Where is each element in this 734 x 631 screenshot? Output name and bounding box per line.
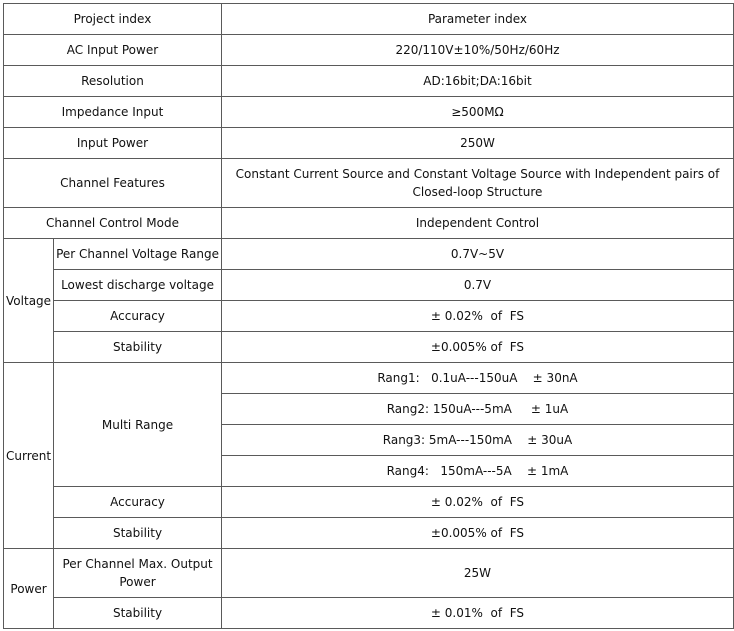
table-row	[4, 128, 734, 159]
row-label: Channel Control Mode	[4, 208, 222, 239]
row-value: ±0.005% of FS	[221, 518, 733, 549]
row-label: Lowest discharge voltage	[54, 270, 222, 301]
multi-range-label: Multi Range	[54, 363, 222, 487]
row-value: 0.7V	[221, 270, 733, 301]
header-row	[4, 4, 734, 35]
range-value: Rang2: 150uA---5mA ± 1uA	[221, 394, 733, 425]
table-row	[4, 363, 734, 394]
header-parameter-index: Parameter index	[221, 4, 733, 35]
row-label: Per Channel Max. Output Power	[54, 549, 222, 598]
row-value: ± 0.02% of FS	[221, 487, 733, 518]
table-row	[4, 97, 734, 128]
row-label: Resolution	[4, 66, 222, 97]
row-value: ±0.005% of FS	[221, 332, 733, 363]
row-label: Per Channel Voltage Range	[54, 239, 222, 270]
table-row	[4, 301, 734, 332]
table-row	[4, 487, 734, 518]
row-label: Accuracy	[54, 487, 222, 518]
table-row	[4, 239, 734, 270]
row-value: AD:16bit;DA:16bit	[221, 66, 733, 97]
table-row	[4, 598, 734, 629]
row-value: 220/110V±10%/50Hz/60Hz	[221, 35, 733, 66]
table-row	[4, 208, 734, 239]
row-value: Constant Current Source and Constant Voltage Source with Independent pairs of Closed-loop Structure	[221, 159, 733, 208]
range-value: Rang4: 150mA---5A ± 1mA	[221, 456, 733, 487]
row-value: 0.7V~5V	[221, 239, 733, 270]
row-label: Input Power	[4, 128, 222, 159]
row-label: Stability	[54, 332, 222, 363]
range-value: Rang3: 5mA---150mA ± 30uA	[221, 425, 733, 456]
table-row	[4, 159, 734, 208]
row-value: ± 0.01% of FS	[221, 598, 733, 629]
voltage-group-label: Voltage	[4, 239, 54, 363]
power-group-label: Power	[4, 549, 54, 629]
row-value: Independent Control	[221, 208, 733, 239]
row-value: ± 0.02% of FS	[221, 301, 733, 332]
row-label: AC Input Power	[4, 35, 222, 66]
table-row	[4, 549, 734, 598]
row-label: Accuracy	[54, 301, 222, 332]
row-value: 250W	[221, 128, 733, 159]
table-row	[4, 35, 734, 66]
row-value: 25W	[221, 549, 733, 598]
table-row	[4, 332, 734, 363]
spec-table	[3, 3, 734, 629]
row-label: Stability	[54, 518, 222, 549]
table-row	[4, 270, 734, 301]
table-row	[4, 66, 734, 97]
table-row	[4, 518, 734, 549]
current-group-label: Current	[4, 363, 54, 549]
row-value: ≥500MΩ	[221, 97, 733, 128]
range-value: Rang1: 0.1uA---150uA ± 30nA	[221, 363, 733, 394]
row-label: Stability	[54, 598, 222, 629]
row-label: Channel Features	[4, 159, 222, 208]
header-project-index: Project index	[4, 4, 222, 35]
row-label: Impedance Input	[4, 97, 222, 128]
